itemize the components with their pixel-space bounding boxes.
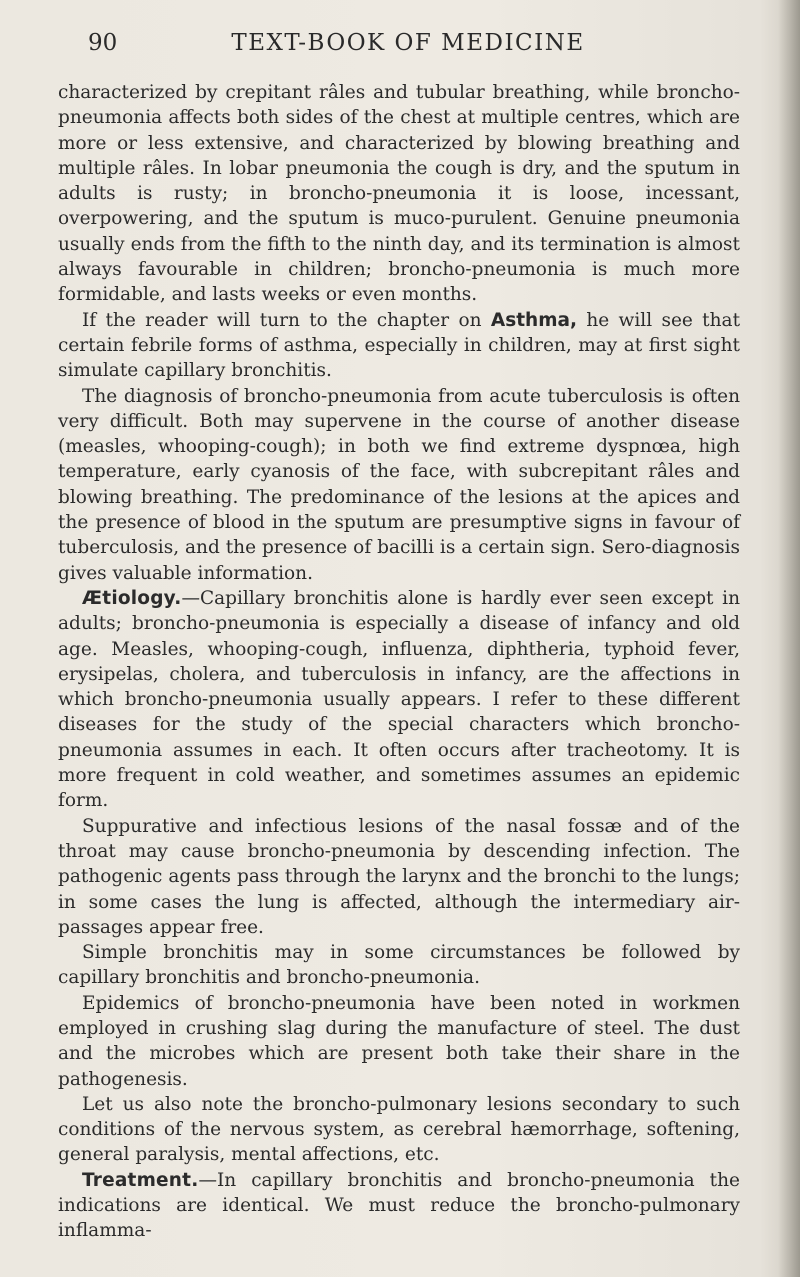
page-header xyxy=(76,26,740,66)
page-edge-shadow xyxy=(778,0,800,1277)
paragraph-nervous-system: Let us also note the broncho-pulmonary lesions secondary to such conditions of the nervous system, as cerebral hæmorrhage, softening, general paralysis, mental affections, etc. xyxy=(58,1093,740,1166)
section-heading-treatment: Treatment. xyxy=(82,1169,199,1191)
paragraph-asthma xyxy=(58,308,740,384)
paragraph-simple-bronchitis: Simple bronchitis may in some circumstances be followed by capillary bronchitis and broncho-pneumonia. xyxy=(58,942,740,989)
paragraph-suppurative-lesions: Suppurative and infectious lesions of the nasal fossæ and of the throat may cause broncho-pneumonia by descending infection. The pathogenic agents pass through the larynx and the bronchi to the lungs; in some cases the lung is affected, although the intermediary air-passages appear free. xyxy=(58,815,740,938)
paragraph-asthma-lead: If the reader will turn to the chapter on xyxy=(82,309,482,331)
paragraph-treatment xyxy=(58,1168,740,1244)
paragraph-asthma-rest: he will see that certain febrile forms of asthma, especially in children, may at first sight simulate capillary bronchitis. xyxy=(58,309,740,382)
paragraph-lobar-vs-broncho: characterized by crepitant râles and tubular breathing, while broncho-pneumonia affects both sides of the chest at multiple centres, which are more or less extensive, and characterized by blowing breathing and multiple râles. In lobar pneumonia the cough is dry, and the sputum in adults is rusty; in broncho-pneumonia it is loose, incessant, overpowering, and the sputum is muco-purulent. Genuine pneumonia usually ends from the fifth to the ninth day, and its termination is almost always favourable in children; broncho-pneumonia is much more formidable, and lasts weeks or even months. xyxy=(58,82,740,306)
page-number: 90 xyxy=(88,30,118,56)
paragraph-epidemics: Epidemics of broncho-pneumonia have been noted in workmen employed in crushing slag during the manufacture of steel. The dust and the microbes which are present both take their share in the pathogenesis. xyxy=(58,992,740,1090)
section-heading-aetiology: Ætiology. xyxy=(82,587,182,609)
paragraph-aetiology xyxy=(58,586,740,814)
term-asthma: Asthma, xyxy=(490,309,578,331)
paragraph-treatment-body: —In capillary bronchitis and broncho-pneumonia the indications are identical. We must reduce the broncho-pulmonary inflamma- xyxy=(58,1169,740,1242)
paragraph-aetiology-body: —Capillary bronchitis alone is hardly ever seen except in adults; broncho-pneumonia is especially a disease of infancy and old age. Measles, whooping-cough, influenza, diphtheria, typhoid fever, erysipelas, cholera, and tuberculosis in infancy, are the affections in which broncho-pneumonia usually appears. I refer to these different diseases for the study of the special characters which broncho-pneumonia assumes in each. It often occurs after tracheotomy. It is more frequent in cold weather, and sometimes assumes an epidemic form. xyxy=(58,587,740,812)
body-text xyxy=(58,80,740,1244)
running-title: TEXT-BOOK OF MEDICINE xyxy=(231,30,585,56)
paragraph-diagnosis-tuberculosis: The diagnosis of broncho-pneumonia from acute tuberculosis is often very difficult. Both may supervene in the course of another disease (measles, whooping-cough); in both we find extreme dyspnœa, high temperature, early cyanosis of the face, with subcrepitant râles and blowing breathing. The predominance of the lesions at the apices and the presence of blood in the sputum are presumptive signs in favour of tuberculosis, and the presence of bacilli is a certain sign. Sero-diagnosis gives valuable information. xyxy=(58,385,740,584)
